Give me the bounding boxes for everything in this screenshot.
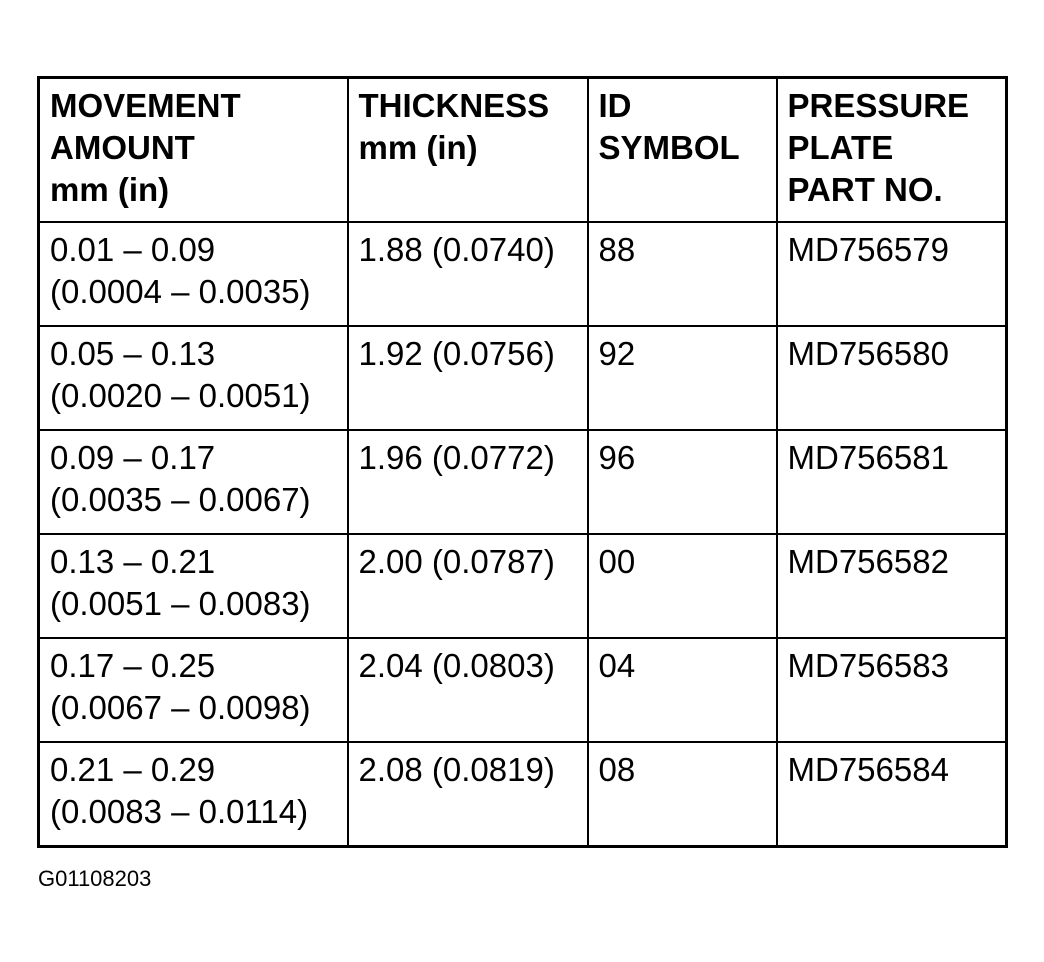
thickness-cell: 1.88 (0.0740) <box>348 222 588 326</box>
header-thickness: THICKNESS mm (in) <box>348 78 588 223</box>
movement-amount-cell: 0.05 – 0.13 (0.0020 – 0.0051) <box>39 326 348 430</box>
part-number-cell: MD756581 <box>777 430 1007 534</box>
part-number-cell: MD756579 <box>777 222 1007 326</box>
thickness-cell: 2.00 (0.0787) <box>348 534 588 638</box>
movement-amount-cell: 0.13 – 0.21 (0.0051 – 0.0083) <box>39 534 348 638</box>
part-number-cell: MD756583 <box>777 638 1007 742</box>
movement-amount-cell: 0.21 – 0.29 (0.0083 – 0.0114) <box>39 742 348 847</box>
table-row <box>39 534 1007 638</box>
thickness-cell: 1.92 (0.0756) <box>348 326 588 430</box>
part-number-cell: MD756580 <box>777 326 1007 430</box>
id-symbol-cell: 92 <box>588 326 777 430</box>
pressure-plate-spec-table <box>37 76 1008 848</box>
header-id-symbol: ID SYMBOL <box>588 78 777 223</box>
movement-amount-cell: 0.01 – 0.09 (0.0004 – 0.0035) <box>39 222 348 326</box>
movement-amount-cell: 0.09 – 0.17 (0.0035 – 0.0067) <box>39 430 348 534</box>
table-row <box>39 326 1007 430</box>
table-header-row <box>39 78 1007 223</box>
thickness-cell: 2.08 (0.0819) <box>348 742 588 847</box>
id-symbol-cell: 04 <box>588 638 777 742</box>
thickness-cell: 1.96 (0.0772) <box>348 430 588 534</box>
header-movement-amount: MOVEMENT AMOUNT mm (in) <box>39 78 348 223</box>
table-row <box>39 742 1007 847</box>
header-part-number: PRESSURE PLATE PART NO. <box>777 78 1007 223</box>
id-symbol-cell: 96 <box>588 430 777 534</box>
thickness-cell: 2.04 (0.0803) <box>348 638 588 742</box>
id-symbol-cell: 88 <box>588 222 777 326</box>
movement-amount-cell: 0.17 – 0.25 (0.0067 – 0.0098) <box>39 638 348 742</box>
table-row <box>39 430 1007 534</box>
id-symbol-cell: 00 <box>588 534 777 638</box>
id-symbol-cell: 08 <box>588 742 777 847</box>
part-number-cell: MD756584 <box>777 742 1007 847</box>
figure-code: G01108203 <box>38 866 152 891</box>
table-row <box>39 222 1007 326</box>
part-number-cell: MD756582 <box>777 534 1007 638</box>
table-row <box>39 638 1007 742</box>
